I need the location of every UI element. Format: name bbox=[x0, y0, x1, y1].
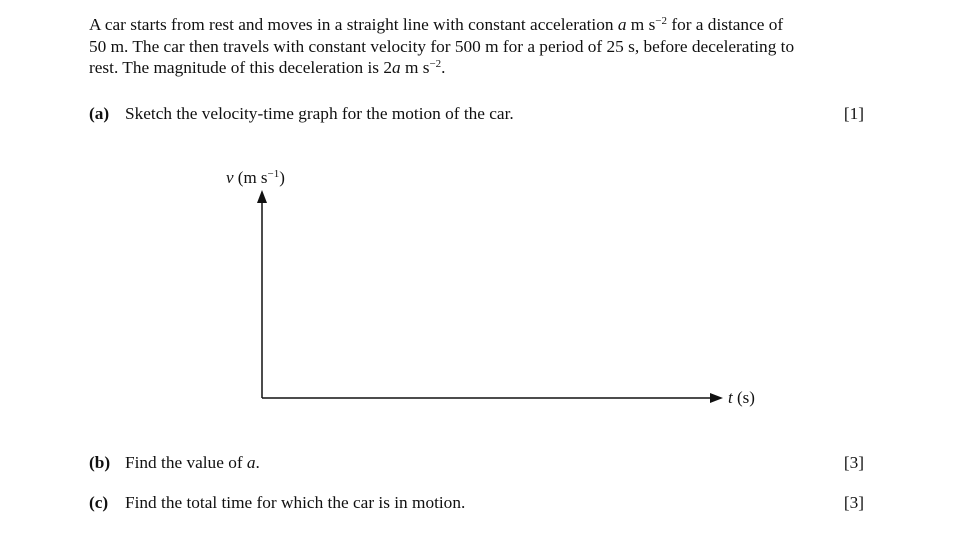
part-c bbox=[89, 492, 864, 513]
part-b-label: (b) bbox=[89, 453, 111, 472]
part-a-text: Sketch the velocity-time graph for the motion of the car. bbox=[125, 104, 514, 123]
part-a-label: (a) bbox=[89, 104, 110, 123]
part-b-text: Find the value of bbox=[125, 453, 247, 472]
part-b-text-end: . bbox=[255, 453, 260, 472]
decel-unit-exponent: −2 bbox=[429, 58, 442, 70]
intro-text-3-end: . bbox=[441, 58, 446, 77]
y-axis-unit-exponent: −1 bbox=[267, 168, 280, 180]
accel-unit-exponent: −2 bbox=[655, 15, 668, 27]
x-axis-unit: (s) bbox=[732, 388, 755, 407]
part-a-marks: [1] bbox=[843, 104, 864, 123]
intro-text-1: A car starts from rest and moves in a straight line with constant acceleration bbox=[89, 15, 618, 34]
part-b-variable: a bbox=[246, 453, 256, 472]
decel-unit: m s bbox=[400, 58, 430, 77]
x-axis-arrowhead bbox=[710, 393, 723, 403]
y-axis-close: ) bbox=[279, 168, 285, 187]
y-axis-arrowhead bbox=[257, 190, 267, 203]
part-b bbox=[89, 452, 864, 473]
part-c-marks: [3] bbox=[843, 493, 864, 512]
accel-unit: m s bbox=[626, 15, 656, 34]
intro-line-2: 50 m. The car then travels with constant velocity for 500 m for a period of 25 s, before decelerating to bbox=[89, 36, 795, 56]
x-axis-variable: t bbox=[728, 388, 733, 407]
acceleration-symbol: a bbox=[617, 15, 627, 34]
deceleration-symbol: a bbox=[391, 58, 401, 77]
y-axis-unit: (m s bbox=[233, 168, 268, 187]
intro-text-3: rest. The magnitude of this deceleration is 2 bbox=[89, 58, 392, 77]
part-b-marks: [3] bbox=[843, 453, 864, 472]
part-c-text: Find the total time for which the car is in motion. bbox=[125, 493, 466, 512]
part-c-label: (c) bbox=[89, 493, 109, 512]
x-axis-label bbox=[728, 388, 755, 408]
y-axis-variable: v bbox=[226, 168, 234, 187]
intro-text-1b: for a distance of bbox=[667, 15, 784, 34]
